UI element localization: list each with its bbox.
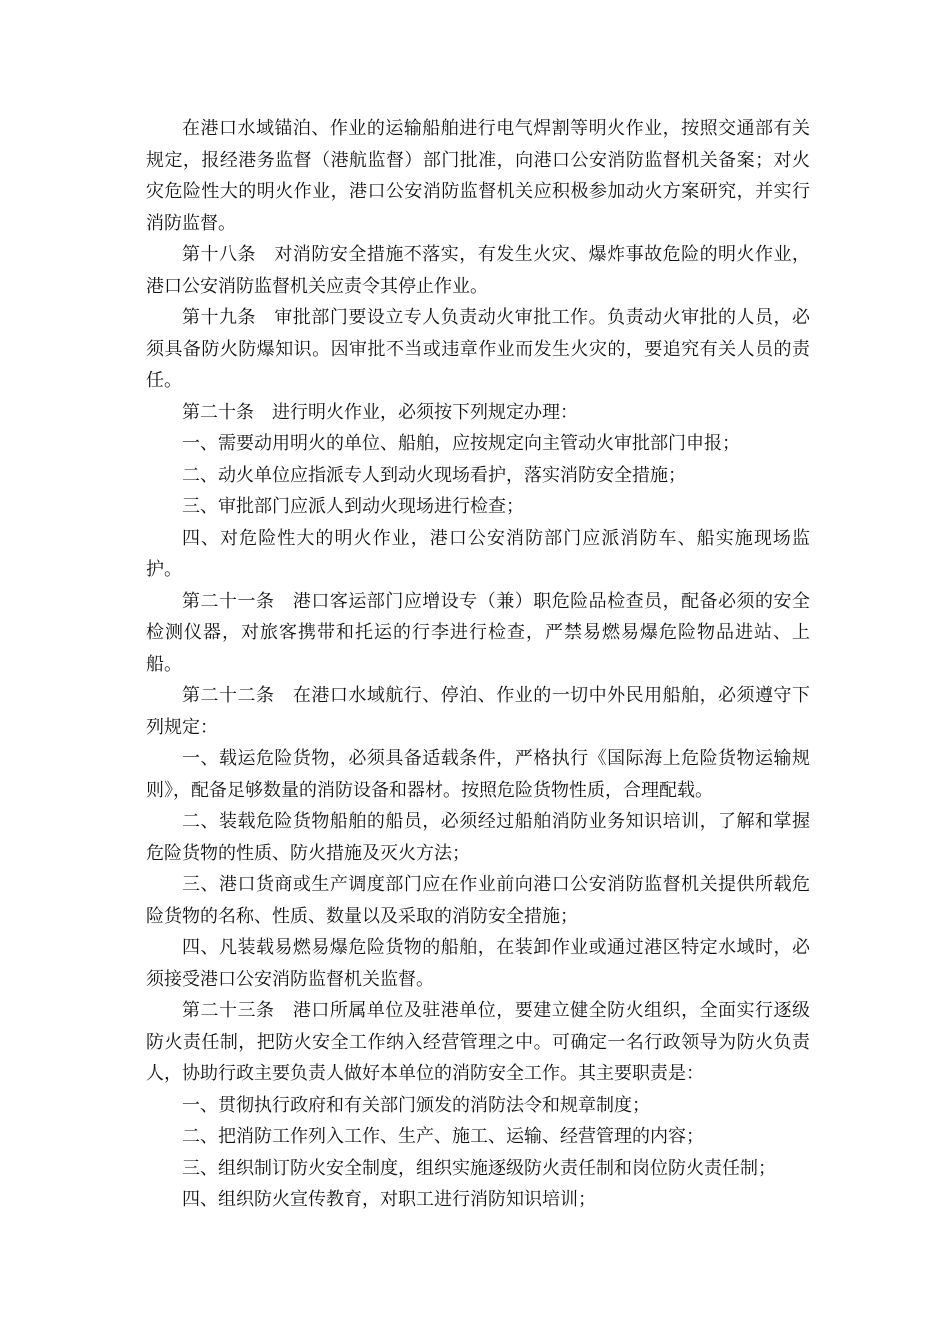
document-body xyxy=(146,113,810,1216)
paragraph: 第二十一条 港口客运部门应增设专（兼）职危险品检查员，配备必须的安全检测仪器，对旅客携带和托运的行李进行检查，严禁易燃易爆危险物品进站、上船。 xyxy=(146,590,810,675)
paragraph: 二、动火单位应指派专人到动火现场看护，落实消防安全措施； xyxy=(182,464,686,486)
paragraph: 在港口水域锚泊、作业的运输船舶进行电气焊割等明火作业，按照交通部有关规定，报经港务监督（港航监督）部门批准，向港口公安消防监督机关备案；对火灾危险性大的明火作业，港口公安消防监督机关应积极参加动火方案研究，并实行消防监督。 xyxy=(146,118,810,234)
paragraph: 四、组织防火宣传教育，对职工进行消防知识培训； xyxy=(182,1189,596,1210)
paragraph: 一、需要动用明火的单位、船舶，应按规定向主管动火审批部门申报； xyxy=(182,433,740,454)
paragraph: 第二十二条 在港口水域航行、停泊、作业的一切中外民用船舶，必须遵守下列规定： xyxy=(146,685,810,738)
paragraph: 一、载运危险货物，必须具备适载条件，严格执行《国际海上危险货物运输规则》，配备足够数量的消防设备和器材。按照危险货物性质，合理配载。 xyxy=(146,748,810,801)
paragraph: 第十九条 审批部门要设立专人负责动火审批工作。负责动火审批的人员，必须具备防火防爆知识。因审批不当或违章作业而发生火灾的，要追究有关人员的责任。 xyxy=(146,307,810,391)
paragraph: 第二十三条 港口所属单位及驻港单位，要建立健全防火组织，全面实行逐级防火责任制，把防火安全工作纳入经营管理之中。可确定一名行政领导为防火负责人，协助行政主要负责人做好本单位的消防安全工作。其主要职责是： xyxy=(146,1000,810,1084)
paragraph: 三、港口货商或生产调度部门应在作业前向港口公安消防监督机关提供所载危险货物的名称、性质、数量以及采取的消防安全措施； xyxy=(146,874,810,927)
paragraph: 三、组织制订防火安全制度，组织实施逐级防火责任制和岗位防火责任制； xyxy=(182,1157,776,1179)
paragraph: 一、贯彻执行政府和有关部门颁发的消防法令和规章制度； xyxy=(182,1094,650,1116)
paragraph: 二、把消防工作列入工作、生产、施工、运输、经营管理的内容； xyxy=(182,1126,704,1147)
paragraph: 二、装载危险货物船舶的船员，必须经过船舶消防业务知识培训，了解和掌握危险货物的性质、防火措施及灭火方法； xyxy=(146,811,810,864)
paragraph: 第二十条 进行明火作业，必须按下列规定办理： xyxy=(182,401,578,423)
paragraph: 四、对危险性大的明火作业，港口公安消防部门应派消防车、船实施现场监护。 xyxy=(146,527,810,580)
paragraph: 第十八条 对消防安全措施不落实，有发生火灾、爆炸事故危险的明火作业，港口公安消防监督机关应责令其停止作业。 xyxy=(146,244,810,297)
paragraph: 四、凡装载易燃易爆危险货物的船舶，在装卸作业或通过港区特定水域时，必须接受港口公安消防监督机关监督。 xyxy=(146,937,810,990)
paragraph: 三、审批部门应派人到动火现场进行检查； xyxy=(182,496,524,517)
